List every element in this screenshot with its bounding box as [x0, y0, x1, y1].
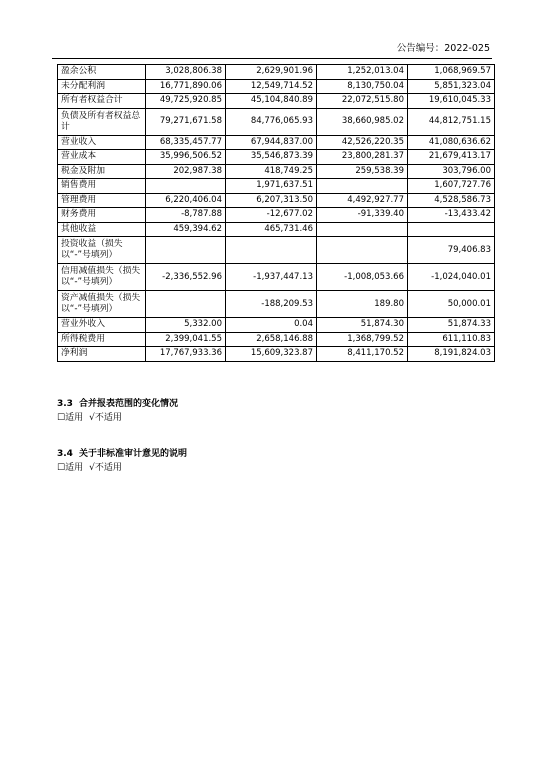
table-row: [58, 237, 495, 264]
section-number: 3.4: [57, 449, 73, 459]
row-label: 净利润: [58, 347, 146, 362]
table-cell: 259,538.39: [317, 164, 408, 179]
table-cell: 16,771,890.06: [146, 79, 226, 94]
table-cell: 35,546,873.39: [226, 150, 317, 165]
table-cell: 84,776,065.93: [226, 108, 317, 135]
table-cell: 45,104,840.89: [226, 94, 317, 109]
section-3-3-heading: [57, 396, 178, 409]
table-cell: [317, 222, 408, 237]
table-cell: 51,874.30: [317, 318, 408, 333]
table-cell: 49,725,920.85: [146, 94, 226, 109]
table-cell: -1,008,053.66: [317, 264, 408, 291]
table-cell: 611,110.83: [408, 332, 495, 347]
table-cell: 79,271,671.58: [146, 108, 226, 135]
table-cell: 2,658,146.88: [226, 332, 317, 347]
section-number: 3.3: [57, 399, 73, 409]
table-cell: 5,851,323.04: [408, 79, 495, 94]
table-cell: 68,335,457.77: [146, 135, 226, 150]
table-cell: 35,996,506.52: [146, 150, 226, 165]
table-row: [58, 318, 495, 333]
table-cell: 4,492,927.77: [317, 193, 408, 208]
row-label: 管理费用: [58, 193, 146, 208]
table-cell: 51,874.33: [408, 318, 495, 333]
table-cell: [408, 222, 495, 237]
table-row: [58, 332, 495, 347]
table-cell: 1,252,013.04: [317, 65, 408, 80]
table-cell: 17,767,933.36: [146, 347, 226, 362]
row-label: 未分配利润: [58, 79, 146, 94]
table-row: [58, 79, 495, 94]
table-cell: 303,796.00: [408, 164, 495, 179]
announcement-number: 公告编号：2022-025: [396, 43, 490, 54]
table-cell: -13,433.42: [408, 208, 495, 223]
section-3-4-options: [57, 460, 128, 473]
table-row: [58, 208, 495, 223]
table-cell: 8,130,750.04: [317, 79, 408, 94]
section-title: 关于非标准审计意见的说明: [78, 449, 187, 459]
table-row: [58, 264, 495, 291]
table-cell: 5,332.00: [146, 318, 226, 333]
row-label: 盈余公积: [58, 65, 146, 80]
table-cell: 44,812,751.15: [408, 108, 495, 135]
row-label: 财务费用: [58, 208, 146, 223]
table-row: [58, 347, 495, 362]
row-label: 营业外收入: [58, 318, 146, 333]
table-cell: 21,679,413.17: [408, 150, 495, 165]
table-cell: 6,207,313.50: [226, 193, 317, 208]
table-cell: 1,368,799.52: [317, 332, 408, 347]
row-label: 所得税费用: [58, 332, 146, 347]
row-label: 所有者权益合计: [58, 94, 146, 109]
table-cell: 189.80: [317, 291, 408, 318]
header-divider: [52, 58, 492, 59]
row-label: 负债及所有者权益总计: [58, 108, 146, 135]
table-cell: 22,072,515.80: [317, 94, 408, 109]
section-3-4-heading: [57, 446, 187, 459]
table-cell: -8,787.88: [146, 208, 226, 223]
table-cell: 67,944,837.00: [226, 135, 317, 150]
table-row: [58, 94, 495, 109]
table-cell: 3,028,806.38: [146, 65, 226, 80]
table-row: [58, 65, 495, 80]
option-applicable: ☐适用: [57, 413, 84, 423]
table-row: [58, 164, 495, 179]
row-label: 税金及附加: [58, 164, 146, 179]
table-cell: -12,677.02: [226, 208, 317, 223]
row-label: 资产减值损失（损失以“-”号填列）: [58, 291, 146, 318]
row-label: 销售费用: [58, 179, 146, 194]
table-cell: 1,068,969.57: [408, 65, 495, 80]
table-cell: 1,607,727.76: [408, 179, 495, 194]
table-cell: 202,987.38: [146, 164, 226, 179]
table-cell: -188,209.53: [226, 291, 317, 318]
table-cell: -91,339.40: [317, 208, 408, 223]
table-cell: 38,660,985.02: [317, 108, 408, 135]
section-3-3-options: [57, 410, 128, 423]
table-cell: 2,399,041.55: [146, 332, 226, 347]
table-cell: 465,731.46: [226, 222, 317, 237]
table-cell: 12,549,714.52: [226, 79, 317, 94]
table-cell: [146, 291, 226, 318]
table-cell: -1,937,447.13: [226, 264, 317, 291]
row-label: 营业成本: [58, 150, 146, 165]
table-row: [58, 291, 495, 318]
option-applicable: ☐适用: [57, 463, 84, 473]
section-title: 合并报表范围的变化情况: [78, 399, 178, 409]
table-row: [58, 222, 495, 237]
table-row: [58, 108, 495, 135]
table-cell: [226, 237, 317, 264]
table-cell: 79,406.83: [408, 237, 495, 264]
option-not-applicable: √不适用: [89, 413, 122, 423]
table-cell: [146, 237, 226, 264]
table-cell: 459,394.62: [146, 222, 226, 237]
table-row: [58, 193, 495, 208]
table-cell: 8,191,824.03: [408, 347, 495, 362]
table-cell: -1,024,040.01: [408, 264, 495, 291]
table-cell: 23,800,281.37: [317, 150, 408, 165]
table-row: [58, 179, 495, 194]
table-row: [58, 135, 495, 150]
table-cell: 8,411,170.52: [317, 347, 408, 362]
row-label: 营业收入: [58, 135, 146, 150]
table-cell: [146, 179, 226, 194]
table-cell: 4,528,586.73: [408, 193, 495, 208]
option-not-applicable: √不适用: [89, 463, 122, 473]
table-cell: 42,526,220.35: [317, 135, 408, 150]
table-cell: 19,610,045.33: [408, 94, 495, 109]
row-label: 信用减值损失（损失以“-”号填列）: [58, 264, 146, 291]
table-cell: 50,000.01: [408, 291, 495, 318]
table-cell: 0.04: [226, 318, 317, 333]
table-cell: 418,749.25: [226, 164, 317, 179]
financial-data-table: [57, 64, 495, 362]
table-cell: -2,336,552.96: [146, 264, 226, 291]
table-cell: 1,971,637.51: [226, 179, 317, 194]
table-cell: 2,629,901.96: [226, 65, 317, 80]
table-cell: [317, 237, 408, 264]
table-cell: 15,609,323.87: [226, 347, 317, 362]
row-label: 投资收益（损失以“-”号填列）: [58, 237, 146, 264]
table-cell: [317, 179, 408, 194]
table-cell: 41,080,636.62: [408, 135, 495, 150]
table-row: [58, 150, 495, 165]
row-label: 其他收益: [58, 222, 146, 237]
table-cell: 6,220,406.04: [146, 193, 226, 208]
